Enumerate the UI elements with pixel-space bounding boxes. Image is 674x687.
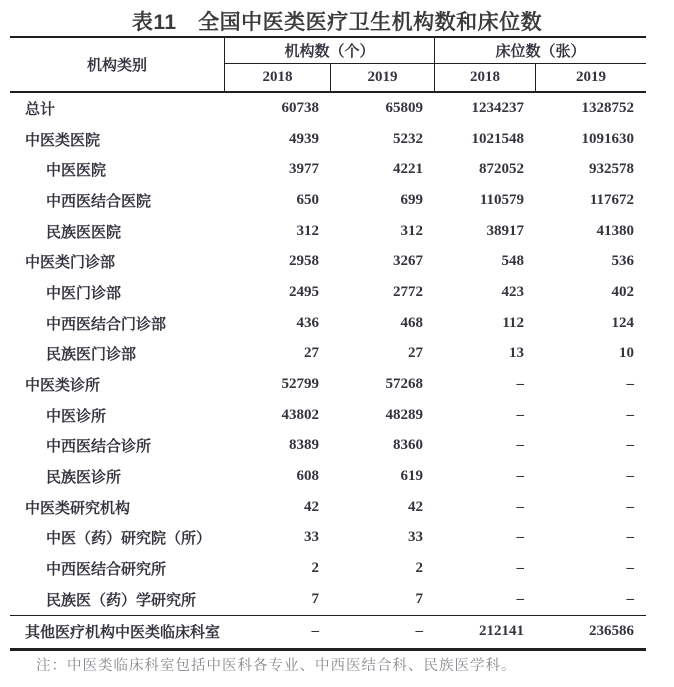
table-row	[10, 124, 646, 155]
header-year-institutions-2019: 2019	[331, 64, 435, 91]
cell-beds-2019: –	[626, 498, 634, 515]
cell-beds-2018: 38917	[486, 222, 524, 239]
cell-institutions-2018: 650	[296, 191, 319, 208]
cell-institutions-2019: –	[415, 623, 423, 640]
note-prefix: 注：	[36, 658, 67, 674]
row-label: 中医类研究机构	[25, 499, 131, 517]
row-label: 民族医（药）学研究所	[46, 591, 197, 609]
cell-beds-2018: 872052	[479, 161, 524, 178]
row-label: 中医类门诊部	[25, 254, 116, 272]
table-row	[10, 246, 646, 277]
cell-institutions-2018: –	[311, 623, 319, 640]
cell-beds-2019: 10	[619, 345, 634, 362]
cell-beds-2019: 1328752	[581, 99, 634, 116]
cell-institutions-2019: 468	[400, 314, 423, 331]
table-row	[10, 308, 646, 339]
cell-beds-2018: –	[516, 376, 524, 393]
cell-beds-2018: 112	[502, 314, 524, 331]
table-row	[10, 400, 646, 431]
cell-institutions-2018: 52799	[281, 376, 319, 393]
cell-beds-2018: –	[516, 437, 524, 454]
cell-beds-2019: 124	[611, 314, 634, 331]
row-label: 其他医疗机构中医类临床科室	[25, 624, 221, 642]
cell-institutions-2019: 4221	[393, 161, 423, 178]
cell-institutions-2019: 65809	[385, 99, 423, 116]
cell-beds-2019: –	[626, 376, 634, 393]
table-body	[10, 93, 646, 651]
table-row-other-departments	[10, 615, 646, 648]
header-group-beds: 床位数（张）	[435, 38, 646, 64]
row-label: 民族医门诊部	[46, 346, 137, 364]
cell-beds-2018: –	[516, 468, 524, 485]
table-row	[10, 584, 646, 615]
cell-beds-2018: 110579	[479, 191, 524, 208]
table-header	[10, 36, 646, 93]
table-row	[10, 492, 646, 523]
cell-beds-2018: 1234237	[471, 99, 524, 116]
cell-institutions-2019: 8360	[393, 437, 423, 454]
header-group-institutions: 机构数（个）	[225, 38, 435, 64]
row-label: 民族医医院	[46, 223, 122, 241]
header-year-beds-2019: 2019	[576, 69, 606, 85]
cell-institutions-2018: 2	[311, 560, 319, 577]
row-label: 中西医结合研究所	[46, 561, 167, 579]
cell-beds-2019: 402	[611, 283, 634, 300]
row-label: 中医类医院	[25, 131, 101, 149]
row-label: 中西医结合门诊部	[46, 315, 167, 333]
header-year-institutions-2018: 2018	[225, 64, 331, 91]
cell-beds-2018: 13	[509, 345, 524, 362]
cell-beds-2018: 1021548	[471, 130, 524, 147]
cell-beds-2019: –	[626, 529, 634, 546]
cell-institutions-2019: 699	[400, 191, 423, 208]
cell-beds-2018: –	[516, 590, 524, 607]
cell-institutions-2019: 619	[400, 468, 423, 485]
header-category: 机构类别	[10, 38, 225, 91]
table-title: 表11 全国中医类医疗卫生机构数和床位数	[131, 11, 543, 34]
cell-beds-2019: 236586	[589, 623, 634, 640]
cell-beds-2019: 41380	[596, 222, 634, 239]
table-row	[10, 523, 646, 554]
row-label: 中医类诊所	[25, 377, 101, 395]
cell-beds-2019: 1091630	[581, 130, 634, 147]
cell-beds-2018: 423	[501, 283, 524, 300]
cell-beds-2019: –	[626, 590, 634, 607]
cell-institutions-2018: 436	[296, 314, 319, 331]
statistics-table	[10, 36, 646, 651]
cell-beds-2018: –	[516, 529, 524, 546]
row-label: 中西医结合诊所	[46, 438, 152, 456]
cell-institutions-2018: 33	[304, 529, 319, 546]
cell-institutions-2019: 48289	[385, 406, 423, 423]
table-row	[10, 216, 646, 247]
cell-beds-2019: –	[626, 406, 634, 423]
cell-beds-2019: 536	[611, 253, 634, 270]
cell-beds-2018: –	[516, 406, 524, 423]
cell-institutions-2018: 8389	[289, 437, 319, 454]
cell-institutions-2018: 2495	[289, 283, 319, 300]
cell-institutions-2018: 60738	[281, 99, 319, 116]
cell-institutions-2018: 7	[311, 590, 319, 607]
cell-beds-2018: 212141	[479, 623, 524, 640]
cell-institutions-2018: 43802	[281, 406, 319, 423]
cell-institutions-2019: 7	[415, 590, 423, 607]
cell-beds-2019: 932578	[589, 161, 634, 178]
cell-institutions-2019: 2	[415, 560, 423, 577]
cell-beds-2018: 548	[501, 253, 524, 270]
cell-institutions-2019: 57268	[385, 376, 423, 393]
table-row	[10, 339, 646, 370]
table-row	[10, 553, 646, 584]
cell-institutions-2018: 42	[304, 498, 319, 515]
cell-beds-2019: –	[626, 468, 634, 485]
row-label: 中西医结合医院	[46, 192, 152, 210]
row-label: 民族医诊所	[46, 469, 122, 487]
cell-institutions-2019: 27	[408, 345, 423, 362]
cell-institutions-2019: 42	[408, 498, 423, 515]
table-note	[36, 654, 636, 675]
row-label: 中医诊所	[46, 407, 107, 425]
cell-institutions-2019: 5232	[393, 130, 423, 147]
cell-beds-2019: –	[626, 437, 634, 454]
cell-institutions-2019: 3267	[393, 253, 423, 270]
row-label: 中医医院	[46, 162, 107, 180]
cell-institutions-2018: 312	[296, 222, 319, 239]
cell-institutions-2018: 3977	[289, 161, 319, 178]
header-year-beds-2018: 2018	[435, 64, 536, 91]
table-row	[10, 369, 646, 400]
table-row	[10, 185, 646, 216]
cell-institutions-2018: 2958	[289, 253, 319, 270]
cell-institutions-2019: 33	[408, 529, 423, 546]
table-row	[10, 93, 646, 124]
row-label: 中医门诊部	[46, 284, 122, 302]
cell-institutions-2019: 312	[400, 222, 423, 239]
note-text: 中医类临床科室包括中医科各专业、中西医结合科、民族医学科。	[67, 658, 517, 674]
cell-institutions-2019: 2772	[393, 283, 423, 300]
row-label: 总计	[25, 100, 56, 118]
cell-institutions-2018: 608	[296, 468, 319, 485]
table-row	[10, 154, 646, 185]
table-row	[10, 431, 646, 462]
cell-institutions-2018: 4939	[289, 130, 319, 147]
cell-beds-2018: –	[516, 498, 524, 515]
cell-institutions-2018: 27	[304, 345, 319, 362]
cell-beds-2018: –	[516, 560, 524, 577]
cell-beds-2019: 117672	[589, 191, 634, 208]
cell-beds-2019: –	[626, 560, 634, 577]
row-label: 中医（药）研究院（所）	[46, 530, 212, 548]
table-row	[10, 461, 646, 492]
table-row	[10, 277, 646, 308]
